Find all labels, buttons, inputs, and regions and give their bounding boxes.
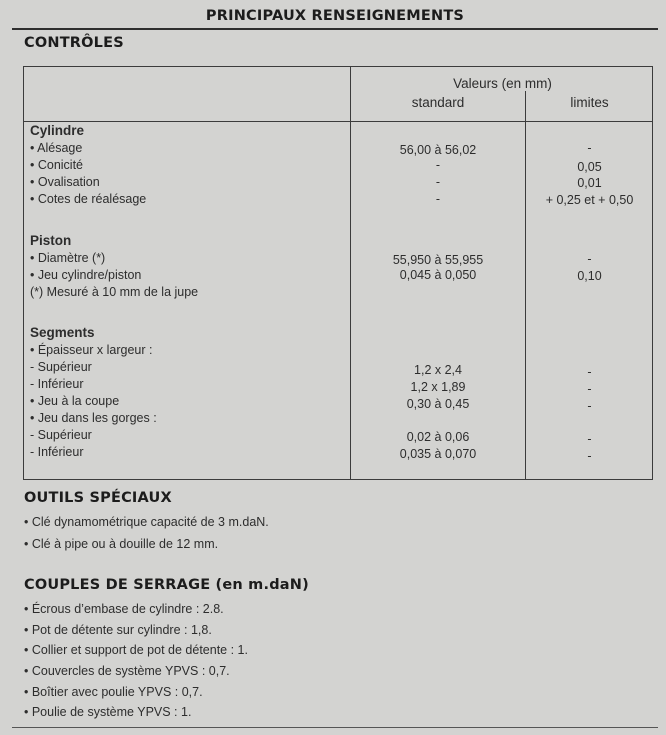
- list-item: • Clé à pipe ou à douille de 12 mm.: [24, 537, 219, 551]
- row-limites: -: [587, 365, 592, 379]
- row-label: - Supérieur: [30, 428, 92, 442]
- list-item: • Boîtier avec poulie YPVS : 0,7.: [24, 685, 203, 699]
- row-label: • Jeu cylindre/piston: [30, 268, 142, 282]
- row-label: • Ovalisation: [30, 175, 100, 189]
- list-item: • Écrous d’embase de cylindre : 2.8.: [24, 602, 224, 616]
- row-limites: 0,05: [577, 160, 602, 174]
- table-header-rule: [24, 121, 652, 122]
- row-limites: 0,10: [577, 269, 602, 283]
- row-limites: -: [587, 382, 592, 396]
- row-label: • Jeu dans les gorges :: [30, 411, 157, 425]
- row-label: - Inférieur: [30, 445, 84, 459]
- row-label: - Supérieur: [30, 360, 92, 374]
- row-limites: 0,01: [577, 176, 602, 190]
- row-label: • Jeu à la coupe: [30, 394, 120, 408]
- row-standard: 56,00 à 56,02: [399, 143, 477, 157]
- section-heading-controles: CONTRÔLES: [24, 35, 124, 51]
- section-heading-couples: COUPLES DE SERRAGE (en m.daN): [24, 577, 309, 593]
- list-item: • Couvercles de système YPVS : 0,7.: [24, 664, 230, 678]
- row-limites: -: [587, 141, 592, 155]
- row-label: - Inférieur: [30, 377, 84, 391]
- group-title-cylindre: Cylindre: [30, 123, 85, 138]
- section-heading-outils: OUTILS SPÉCIAUX: [24, 490, 172, 506]
- controles-table: [23, 66, 653, 480]
- row-standard: 0,02 à 0,06: [406, 430, 470, 444]
- row-label: • Diamètre (*): [30, 251, 106, 265]
- row-label: • Cotes de réalésage: [30, 192, 147, 206]
- list-item: • Collier et support de pot de détente : 1.: [24, 643, 248, 657]
- row-limites: -: [587, 399, 592, 413]
- page-banner: PRINCIPAUX RENSEIGNEMENTS: [12, 4, 658, 30]
- row-standard: 0,30 à 0,45: [406, 397, 470, 411]
- row-standard: 0,045 à 0,050: [399, 268, 477, 282]
- list-item: • Poulie de système YPVS : 1.: [24, 705, 192, 719]
- bottom-rule: [12, 727, 658, 728]
- row-limites: + 0,25 et + 0,50: [545, 193, 634, 207]
- list-item: • Clé dynamométrique capacité de 3 m.daN.: [24, 515, 269, 529]
- group-title-piston: Piston: [30, 233, 72, 248]
- row-label: • Conicité: [30, 158, 84, 172]
- list-item: • Pot de détente sur cylindre : 1,8.: [24, 623, 212, 637]
- row-standard: 0,035 à 0,070: [399, 447, 477, 461]
- row-standard: -: [435, 175, 441, 189]
- row-standard: -: [435, 192, 441, 206]
- row-limites: -: [587, 252, 592, 266]
- row-limites: -: [587, 432, 592, 446]
- row-limites: -: [587, 449, 592, 463]
- header-standard: standard: [411, 95, 465, 110]
- group-title-segments: Segments: [30, 325, 95, 340]
- row-label: • Épaisseur x largeur :: [30, 343, 153, 357]
- row-standard: 1,2 x 2,4: [414, 363, 462, 377]
- row-standard: -: [435, 158, 441, 172]
- row-label: • Alésage: [30, 141, 83, 155]
- row-standard: 55,950 à 55,955: [392, 253, 484, 267]
- row-footnote: (*) Mesuré à 10 mm de la jupe: [30, 285, 199, 299]
- header-group-label: Valeurs (en mm): [453, 76, 552, 91]
- row-standard: 1,2 x 1,89: [410, 380, 466, 394]
- header-limites: limites: [570, 95, 609, 110]
